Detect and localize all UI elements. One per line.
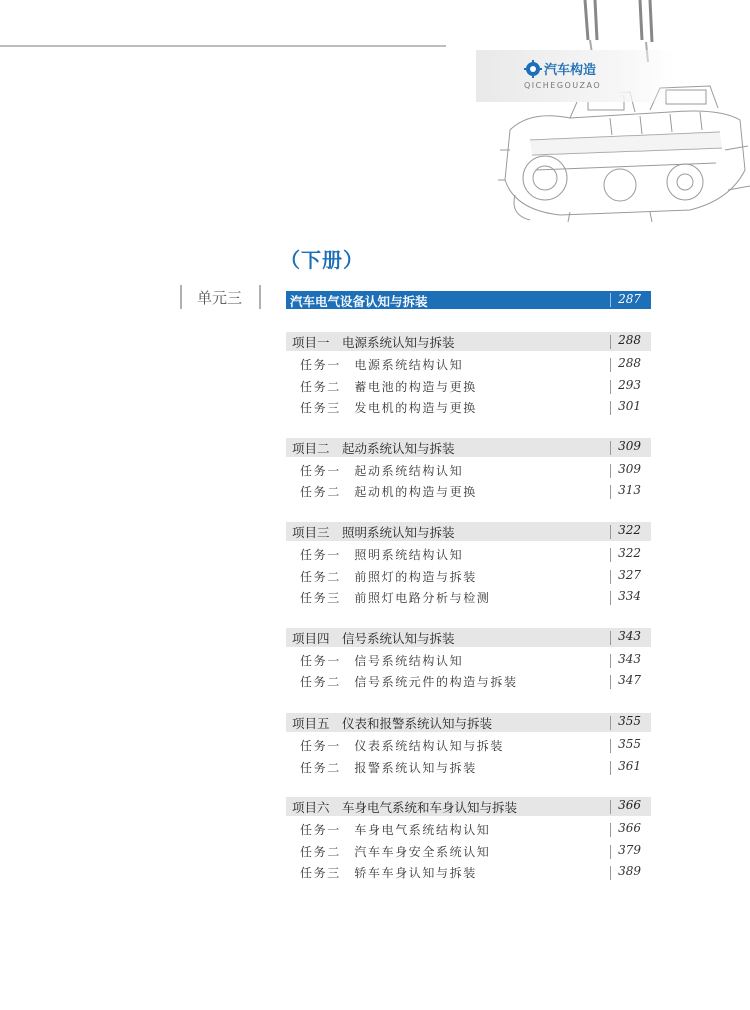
project-page-number: 355 xyxy=(618,713,641,728)
unit-label-bar-left xyxy=(180,285,182,309)
toc-project-row[interactable] xyxy=(286,438,651,457)
toc-task-row[interactable] xyxy=(286,756,651,778)
toc-task-row[interactable] xyxy=(286,586,651,608)
page-separator xyxy=(610,570,611,584)
task-page-number: 309 xyxy=(618,461,641,476)
project-title: 项目四 信号系统认知与拆装 xyxy=(292,630,455,646)
page-separator xyxy=(610,441,611,455)
page-separator xyxy=(610,716,611,730)
toc-task-row[interactable] xyxy=(286,353,651,375)
unit-label-bar-right xyxy=(259,285,261,309)
page-separator xyxy=(610,591,611,605)
section-gap xyxy=(286,608,651,628)
toc-task-row[interactable] xyxy=(286,818,651,840)
section-gap xyxy=(286,777,651,797)
toc-task-row[interactable] xyxy=(286,375,651,397)
task-title: 任务二 前照灯的构造与拆装 xyxy=(300,569,477,584)
task-title: 任务三 发电机的构造与更换 xyxy=(300,401,477,416)
engine-illustration-icon xyxy=(470,0,750,222)
task-page-number: 327 xyxy=(618,567,641,582)
page-separator xyxy=(610,823,611,837)
task-page-number: 313 xyxy=(618,483,641,498)
gear-car-logo-icon xyxy=(524,60,542,78)
top-rule xyxy=(0,45,446,47)
page-separator xyxy=(610,401,611,415)
project-list xyxy=(286,309,651,883)
task-title: 任务二 报警系统认知与拆装 xyxy=(300,760,477,775)
page-separator xyxy=(610,293,611,307)
task-title: 任务二 起动机的构造与更换 xyxy=(300,485,477,500)
toc-task-row[interactable] xyxy=(286,861,651,883)
unit-title: 汽车电气设备认知与拆装 xyxy=(290,294,428,309)
project-page-number: 309 xyxy=(618,438,641,453)
toc-project-row[interactable] xyxy=(286,332,651,351)
toc-task-row[interactable] xyxy=(286,649,651,671)
toc-task-row[interactable] xyxy=(286,480,651,502)
toc-task-row[interactable] xyxy=(286,543,651,565)
project-title: 项目六 车身电气系统和车身认知与拆装 xyxy=(292,800,518,816)
page-separator xyxy=(610,866,611,880)
task-title: 任务二 信号系统元件的构造与拆装 xyxy=(300,675,518,690)
toc-task-row[interactable] xyxy=(286,396,651,418)
project-page-number: 322 xyxy=(618,522,641,537)
toc-project-row[interactable] xyxy=(286,797,651,816)
page-separator xyxy=(610,739,611,753)
page-separator xyxy=(610,845,611,859)
task-title: 任务一 仪表系统结构认知与拆装 xyxy=(300,738,505,753)
project-page-number: 366 xyxy=(618,798,641,813)
task-title: 任务三 轿车车身认知与拆装 xyxy=(300,866,477,881)
page-separator xyxy=(610,548,611,562)
page-separator xyxy=(610,675,611,689)
task-page-number: 366 xyxy=(618,821,641,836)
task-title: 任务三 前照灯电路分析与检测 xyxy=(300,591,491,606)
task-page-number: 361 xyxy=(618,758,641,773)
task-title: 任务一 照明系统结构认知 xyxy=(300,547,464,562)
page-separator xyxy=(610,631,611,645)
toc-unit-heading[interactable] xyxy=(286,291,651,309)
page-separator xyxy=(610,654,611,668)
toc-project-row[interactable] xyxy=(286,522,651,541)
page-separator xyxy=(610,358,611,372)
page-separator xyxy=(610,464,611,478)
toc-task-row[interactable] xyxy=(286,734,651,756)
brand-name: 汽车构造 xyxy=(544,63,597,78)
task-title: 任务一 车身电气系统结构认知 xyxy=(300,823,491,838)
section-gap xyxy=(286,309,651,332)
brand-badge xyxy=(476,50,676,102)
task-page-number: 347 xyxy=(618,673,641,688)
toc-task-row[interactable] xyxy=(286,565,651,587)
task-page-number: 379 xyxy=(618,842,641,857)
task-title: 任务一 电源系统结构认知 xyxy=(300,358,464,372)
table-of-contents xyxy=(286,291,651,883)
page-separator xyxy=(610,380,611,394)
project-title: 项目三 照明系统认知与拆装 xyxy=(292,524,455,540)
task-page-number: 343 xyxy=(618,651,641,666)
task-page-number: 322 xyxy=(618,545,641,560)
project-page-number: 343 xyxy=(618,628,641,643)
brand-pinyin: QICHEGOUZAO xyxy=(524,81,602,90)
task-page-number: 293 xyxy=(618,377,641,392)
project-title: 项目一 电源系统认知与拆装 xyxy=(292,335,455,350)
task-title: 任务二 汽车车身安全系统认知 xyxy=(300,844,491,859)
task-title: 任务一 起动系统结构认知 xyxy=(300,463,464,478)
task-page-number: 389 xyxy=(618,864,641,879)
toc-task-row[interactable] xyxy=(286,459,651,481)
project-title: 项目二 起动系统认知与拆装 xyxy=(292,440,455,456)
task-title: 任务一 信号系统结构认知 xyxy=(300,653,464,668)
toc-task-row[interactable] xyxy=(286,840,651,862)
page-separator xyxy=(610,485,611,499)
task-page-number: 355 xyxy=(618,736,641,751)
toc-project-row[interactable] xyxy=(286,713,651,732)
toc-task-row[interactable] xyxy=(286,670,651,692)
page-separator xyxy=(610,525,611,539)
page-separator xyxy=(610,335,611,349)
unit-page-number: 287 xyxy=(618,292,641,306)
task-page-number: 301 xyxy=(618,399,641,414)
project-page-number: 288 xyxy=(618,333,641,347)
task-title: 任务二 蓄电池的构造与更换 xyxy=(300,379,477,394)
section-gap xyxy=(286,692,651,713)
page-separator xyxy=(610,800,611,814)
project-title: 项目五 仪表和报警系统认知与拆装 xyxy=(292,715,493,731)
section-gap xyxy=(286,418,651,438)
volume-title: （下册） xyxy=(280,248,364,272)
page-separator xyxy=(610,761,611,775)
section-gap xyxy=(286,502,651,522)
toc-project-row[interactable] xyxy=(286,628,651,647)
unit-label: 单元三 xyxy=(197,289,243,307)
task-page-number: 334 xyxy=(618,589,641,604)
task-page-number: 288 xyxy=(618,356,641,370)
